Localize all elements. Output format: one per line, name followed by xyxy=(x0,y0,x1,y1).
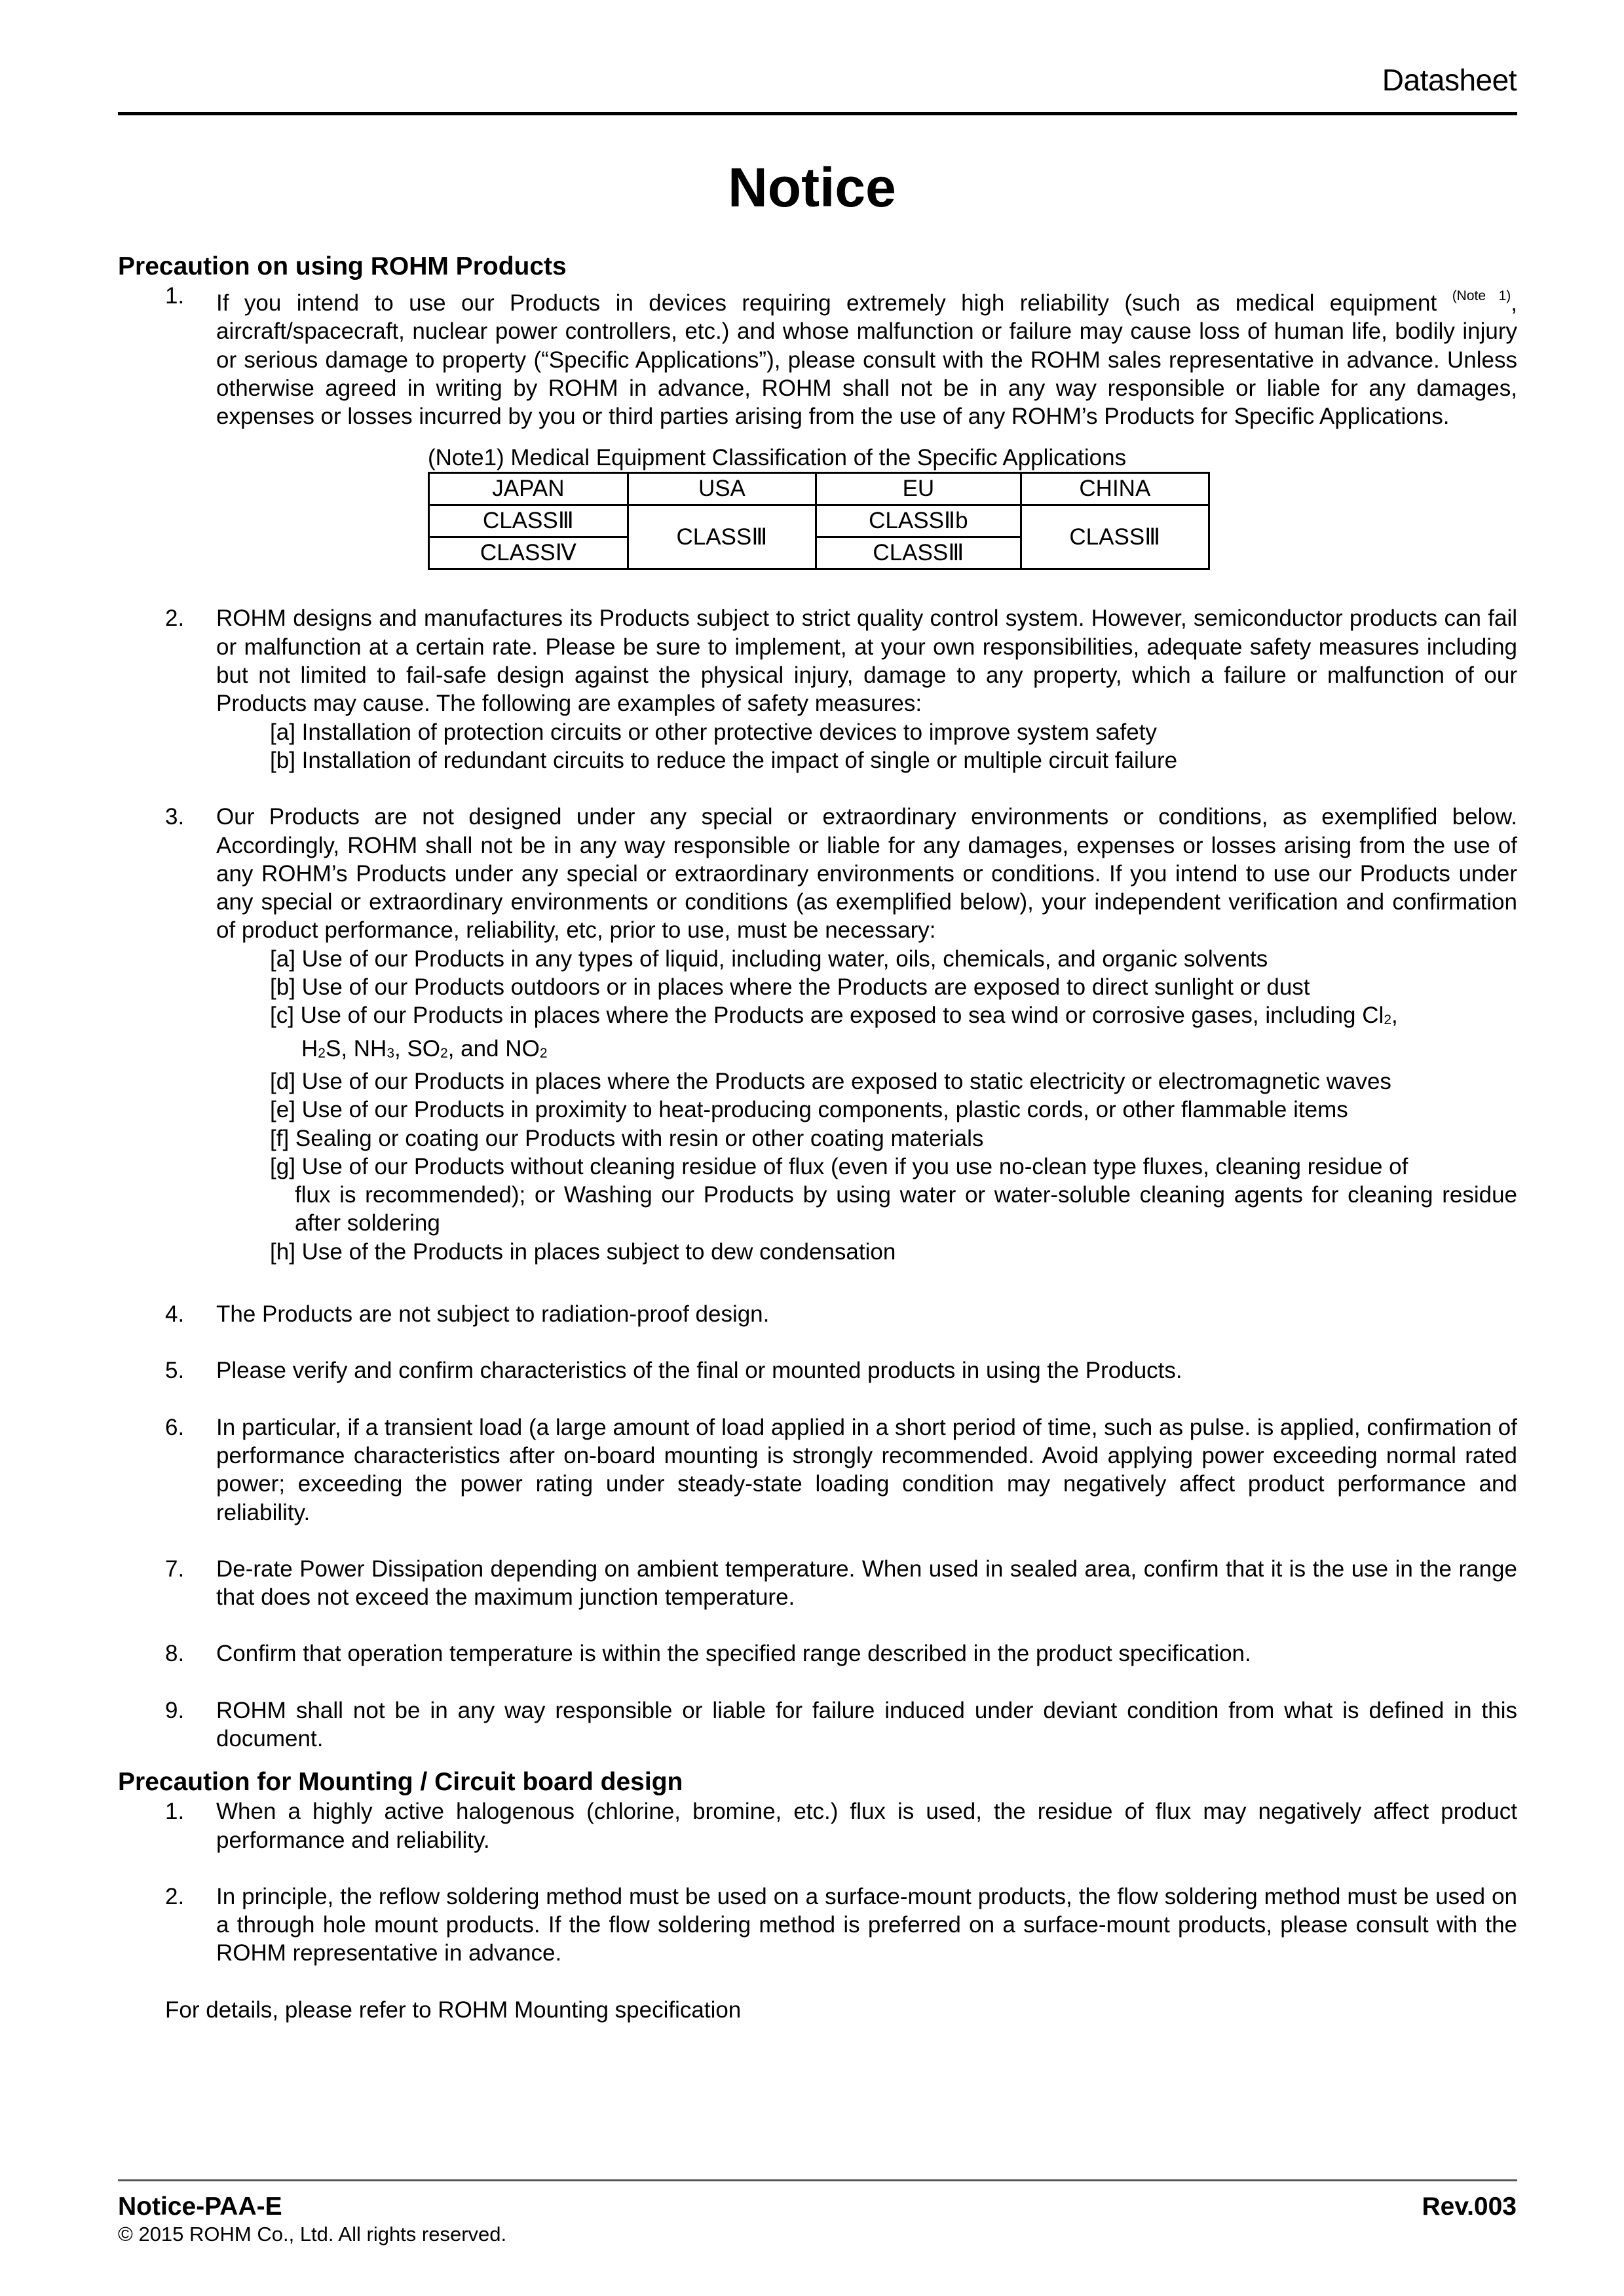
item-number: 8. xyxy=(165,1641,185,1667)
note-reference: (Note 1) xyxy=(1452,288,1511,303)
page-title: Notice xyxy=(728,157,896,218)
item-number: 6. xyxy=(165,1414,185,1440)
list-item xyxy=(118,1639,1517,1668)
column-header: JAPAN xyxy=(429,473,628,505)
column-header: CHINA xyxy=(1021,473,1209,505)
note-table-container xyxy=(428,444,1210,570)
list-item xyxy=(118,1413,1517,1527)
table-cell: CLASSⅢ xyxy=(429,505,628,537)
revision-label: Rev.003 xyxy=(1422,2192,1517,2221)
table-cell: CLASSⅡb xyxy=(816,505,1021,537)
item-text: ROHM designs and manufactures its Products subject to strict quality control system. However, semiconductor products can fail or malfunction at a certain rate. Please be sure to implement, at your own responsibilities, adequate safety measures including but not limited to fail-safe design against the physical injury, damage to any property, which a failure or malfunction of our Products may cause. The following are examples of safety measures: xyxy=(216,605,1517,717)
list-item xyxy=(118,604,1517,775)
table-caption: (Note1) Medical Equipment Classification of the Specific Applications xyxy=(428,445,1127,471)
item-text: The Products are not subject to radiation-proof design. xyxy=(216,1301,770,1328)
list-item xyxy=(118,282,1517,430)
list-item xyxy=(118,1555,1517,1612)
item-number: 1. xyxy=(165,283,185,309)
item-text: If you intend to use our Products in devices requiring extremely high reliability (such as medical equipment $^{(Note 1)}$, aircraft/spacecraft, nuclear power controllers, etc.) and whose malfunction or failure may cause loss of human life, bodily injury or serious damage to property (“Specific Applications”), please consult with the ROHM sales representative in advance. Unless otherwise agreed in writing by ROHM in advance, ROHM shall not be in any way responsible or liable for any damages, expenses or losses incurred by you or third parties arising from the use of any ROHM’s Products for Specific Applications. xyxy=(216,288,1517,430)
table-header-row xyxy=(429,473,1209,505)
item-text: Confirm that operation temperature is within the specified range described in the product specification. xyxy=(216,1641,1251,1667)
sub-item: [b] Use of our Products outdoors or in places where the Products are exposed to direct sunlight or dust xyxy=(270,974,1310,1001)
item-number: 4. xyxy=(165,1301,185,1328)
item-number: 9. xyxy=(165,1697,185,1723)
item-number: 1. xyxy=(165,1799,185,1825)
item-text: In principle, the reflow soldering method must be used on a surface-mount products, the flow soldering method must be used on a through hole mount products. If the flow soldering method is preferred on a surface-mount products, please consult with the ROHM representative in advance. xyxy=(216,1883,1517,1966)
section-title-mounting: Precaution for Mounting / Circuit board design xyxy=(118,1768,683,1797)
header-label: Datasheet xyxy=(1382,63,1517,97)
sub-item: [d] Use of our Products in places where the Products are exposed to static electricity or electromagnetic waves xyxy=(270,1068,1391,1094)
table-cell: CLASSⅢ xyxy=(1021,505,1209,569)
item-number: 5. xyxy=(165,1358,185,1384)
item-text: De-rate Power Dissipation depending on ambient temperature. When used in sealed area, confirm that it is the use in the range that does not exceed the maximum junction temperature. xyxy=(216,1556,1517,1611)
item-number: 3. xyxy=(165,804,185,830)
item-number: 2. xyxy=(165,1883,185,1909)
list-item xyxy=(118,803,1517,1266)
sub-item: [g] Use of our Products without cleaning residue of flux (even if you use no-clean type fluxes, cleaning residue of xyxy=(270,1153,1408,1179)
sub-item: [b] Installation of redundant circuits to reduce the impact of single or multiple circuit failure xyxy=(270,747,1178,773)
sub-item-continuation: $H_2S$, $NH_3$, $SO_2$, and $NO_2$ xyxy=(301,1035,548,1062)
table-cell: CLASSⅣ xyxy=(429,537,628,569)
table-cell: CLASSⅢ xyxy=(816,537,1021,569)
sub-item: [a] Use of our Products in any types of liquid, including water, oils, chemicals, and organic solvents xyxy=(270,946,1268,972)
header-divider xyxy=(118,112,1517,115)
column-header: USA xyxy=(628,473,816,505)
list-item xyxy=(118,1300,1517,1328)
sub-item-continuation: flux is recommended); or Washing our Products by using water or water-soluble cleaning agents for cleaning residue after soldering xyxy=(295,1182,1517,1236)
list-item xyxy=(118,1696,1517,1753)
item-number: 2. xyxy=(165,605,185,632)
classification-table xyxy=(428,472,1210,570)
list-item xyxy=(118,1883,1517,1968)
list-item xyxy=(118,1797,1517,1854)
document-body xyxy=(118,252,1517,2024)
item-text: Please verify and confirm characteristics of the final or mounted products in using the Products. xyxy=(216,1358,1182,1384)
document-code: Notice-PAA-E xyxy=(118,2192,282,2221)
item-text: When a highly active halogenous (chlorine, bromine, etc.) flux is used, the residue of flux may negatively affect product performance and reliability. xyxy=(216,1799,1517,1853)
item-text: Our Products are not designed under any special or extraordinary environments or conditions, as exemplified below. Accordingly, ROHM shall not be in any way responsible or liable for any damages, expenses or losses arising from the use of any ROHM’s Products under any special or extraordinary environments or conditions. If you intend to use our Products under any special or extraordinary environments or conditions (as exemplified below), your independent verification and confirmation of product performance, reliability, etc, prior to use, must be necessary: xyxy=(216,804,1517,944)
sub-item: [a] Installation of protection circuits or other protective devices to improve system safety xyxy=(270,719,1157,745)
sub-item: [c] Use of our Products in places where the Products are exposed to sea wind or corrosive gases, including $Cl_2$, xyxy=(270,1003,1398,1029)
column-header: EU xyxy=(816,473,1021,505)
list-item xyxy=(118,1356,1517,1385)
table-row xyxy=(429,505,1209,537)
item-number: 7. xyxy=(165,1556,185,1582)
table-cell: CLASSⅢ xyxy=(628,505,816,569)
copyright: © 2015 ROHM Co., Ltd. All rights reserved. xyxy=(118,2223,507,2246)
mounting-footnote: For details, please refer to ROHM Mounting specification xyxy=(165,1997,742,2023)
sub-item: [e] Use of our Products in proximity to heat-producing components, plastic cords, or other flammable items xyxy=(270,1097,1348,1123)
sub-item: [f] Sealing or coating our Products with resin or other coating materials xyxy=(270,1125,984,1151)
item-text: ROHM shall not be in any way responsible or liable for failure induced under deviant condition from what is defined in this document. xyxy=(216,1697,1517,1751)
item-text: In particular, if a transient load (a large amount of load applied in a short period of time, such as pulse. is applied, confirmation of performance characteristics after on-board mounting is strongly recommended. Avoid applying power exceeding normal rated power; exceeding the power rating under steady-state loading condition may negatively affect product performance and reliability. xyxy=(216,1414,1517,1525)
section-title-precaution: Precaution on using ROHM Products xyxy=(118,252,567,280)
sub-item: [h] Use of the Products in places subject to dew condensation xyxy=(270,1238,896,1265)
footer-divider xyxy=(118,2179,1517,2181)
footer xyxy=(118,2192,506,2247)
